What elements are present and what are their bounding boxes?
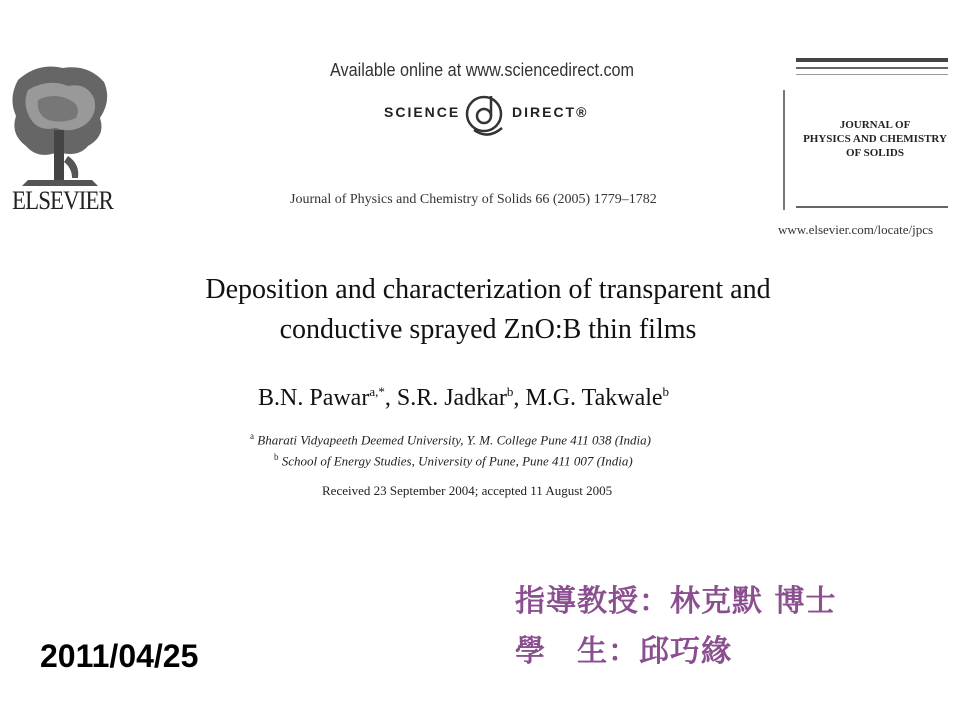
author-affiliation-mark: b (662, 384, 670, 399)
advisor-line: 指導教授：林克默 博士 (515, 584, 837, 619)
header-rule (796, 206, 948, 208)
journal-name-line: JOURNAL OF (839, 119, 911, 131)
header-rule (796, 74, 948, 75)
vertical-divider (783, 90, 785, 210)
sciencedirect-at-icon (460, 88, 514, 142)
author-affiliation-mark: b (506, 384, 514, 399)
student-line: 學 生：邱巧緣 (515, 634, 732, 669)
affiliation-text: Bharati Vidyapeeth Deemed University, Y. M. College Pune 411 038 (India) (254, 432, 651, 448)
sciencedirect-right-text: DIRECT® (512, 104, 589, 120)
journal-url: www.elsevier.com/locate/jpcs (778, 222, 934, 237)
author-affiliation-mark: a,* (369, 384, 385, 399)
journal-name-line: PHYSICS AND CHEMISTRY (803, 133, 947, 145)
available-online-text: Available online at www.sciencedirect.com (330, 60, 635, 80)
received-dates: Received 23 September 2004; accepted 11 August 2005 (322, 483, 613, 498)
presentation-date: 2011/04/25 (40, 638, 199, 674)
sciencedirect-left-text: SCIENCE (384, 104, 461, 120)
journal-name-line: OF SOLIDS (846, 147, 904, 159)
affiliation-text: School of Energy Studies, University of Pune, Pune 411 007 (India) (278, 453, 633, 469)
elsevier-wordmark: ELSEVIER (12, 186, 113, 215)
affiliation-mark: b (274, 452, 279, 462)
author-list (258, 384, 669, 412)
header-rule (796, 67, 948, 69)
author-name: , S.R. Jadkar (384, 385, 507, 411)
affiliation-a (250, 431, 651, 448)
journal-reference: Journal of Physics and Chemistry of Solids 66 (2005) 1779–1782 (290, 192, 657, 207)
affiliation-b (274, 452, 633, 469)
journal-name (800, 118, 950, 160)
header-rule (796, 58, 948, 62)
author-name: B.N. Pawar (258, 385, 370, 411)
paper-title-line: conductive sprayed ZnO:B thin films (279, 314, 697, 345)
paper-title (60, 270, 916, 350)
paper-title-line: Deposition and characterization of transparent and (205, 274, 771, 305)
author-name: , M.G. Takwale (513, 385, 663, 411)
affiliation-mark: a (250, 431, 254, 441)
